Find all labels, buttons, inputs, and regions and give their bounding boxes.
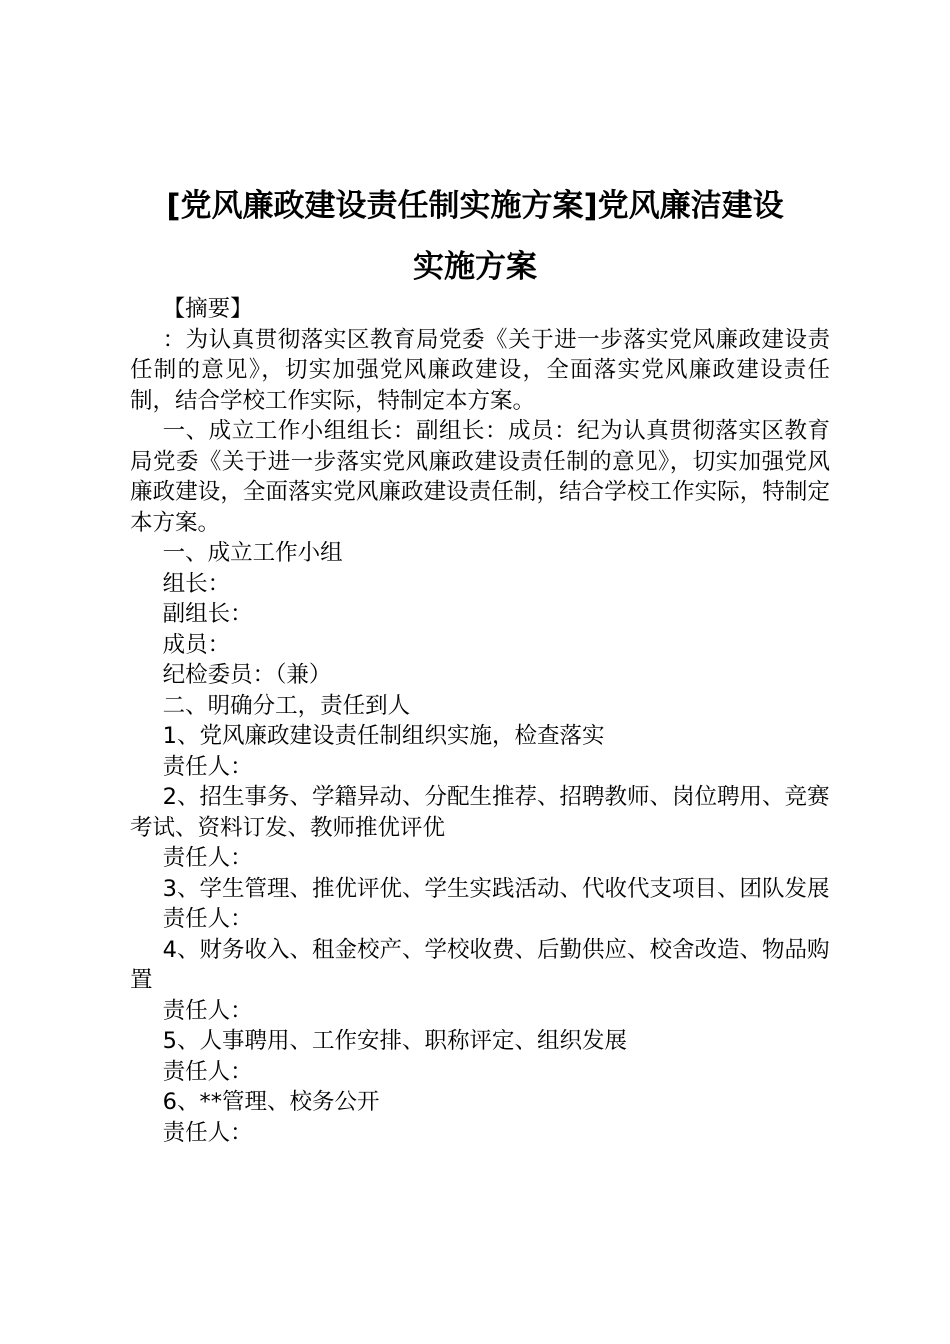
duty-item-2: 2、招生事务、学籍异动、分配生推荐、招聘教师、岗位聘用、竞赛考试、资料订发、教师推优评优 (130, 784, 830, 841)
duty-item-4: 4、财务收入、租金校产、学校收费、后勤供应、校舍改造、物品购置 (130, 936, 830, 993)
body-paragraph: 一、成立工作小组组长：副组长：成员：纪为认真贯彻落实区教育局党委《关于进一步落实党风廉政建设责任制的意见》，切实加强党风廉政建设，全面落实党风廉政建设责任制，结合学校工作实际，特制定本方案。 (130, 418, 830, 536)
summary-paragraph: ：为认真贯彻落实区教育局党委《关于进一步落实党风廉政建设责任制的意见》，切实加强党风廉政建设，全面落实党风廉政建设责任制，结合学校工作实际，特制定本方案。 (130, 326, 830, 414)
summary-heading: 【摘要】 (162, 296, 253, 322)
responsible-person-5: 责任人： (162, 1058, 253, 1085)
group-leader-line: 组长： (162, 570, 231, 597)
deputy-leader-line: 副组长： (162, 601, 253, 627)
duty-item-3: 3、学生管理、推优评优、学生实践活动、代收代支项目、团队发展 (162, 875, 830, 902)
document-body (130, 294, 830, 1148)
members-line: 成员： (162, 631, 231, 658)
responsible-person-2: 责任人： (162, 845, 253, 871)
duty-item-5: 5、人事聘用、工作安排、职称评定、组织发展 (162, 1028, 627, 1054)
responsible-person-1: 责任人： (162, 753, 253, 780)
responsible-person-6: 责任人： (162, 1119, 253, 1146)
discipline-member-line: 纪检委员：（兼） (162, 662, 332, 688)
responsible-person-3: 责任人： (162, 906, 253, 932)
section-heading-2: 二、明确分工，责任到人 (162, 692, 411, 719)
document-title-line-2: 实施方案 (413, 249, 537, 285)
document-title-line-1: [党风廉政建设责任制实施方案]党风廉洁建设 (166, 188, 784, 224)
section-heading-1: 一、成立工作小组 (162, 540, 343, 566)
duty-item-1: 1、党风廉政建设责任制组织实施，检查落实 (162, 723, 605, 749)
duty-item-6: 6、**管理、校务公开 (162, 1089, 380, 1115)
responsible-person-4: 责任人： (162, 997, 253, 1024)
